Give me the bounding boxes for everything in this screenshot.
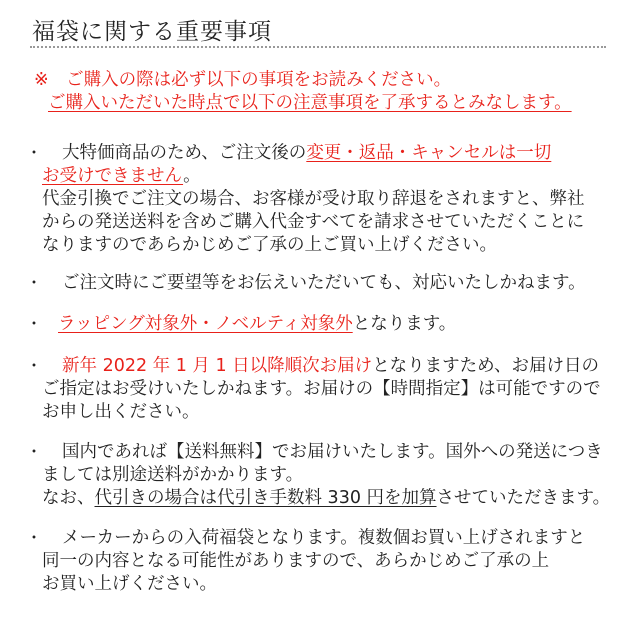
bullet-3: ・	[26, 314, 43, 333]
notice-line-1: ※ ご購入の際は必ず以下の事項をお読みください。	[34, 70, 452, 90]
item-4-highlight: 新年 2022 年 1 月 1 日以降順次お届け	[62, 356, 373, 376]
item-1-warning: 変更・返品・キャンセルは一切	[306, 143, 552, 163]
bullet-6: ・	[26, 528, 43, 547]
item-4-line-2: ご指定はお受けいたしかねます。お届けの【時間指定】は可能ですので	[42, 379, 601, 399]
item-4-line-3: お申し出ください。	[42, 402, 200, 422]
item-1-warning-cont: お受けできません	[42, 166, 184, 186]
item-4-text: となりますため、お届け日の	[372, 356, 599, 376]
bullet-5: ・	[26, 442, 43, 461]
item-5-suffix: させていただきます。	[436, 488, 611, 508]
item-6-line-2: 同一の内容となる可能性がありますので、あらかじめご了承の上	[42, 551, 550, 571]
item-3-highlight: ラッピング対象外・ノベルティ対象外	[58, 314, 353, 334]
item-5-line-2: ましては別途送料がかかります。	[42, 465, 304, 485]
bullet-4: ・	[26, 356, 43, 375]
item-3-line-1	[58, 313, 456, 335]
item-4-line-1	[62, 355, 599, 377]
item-6-line-1: メーカーからの入荷福袋となります。複数個お買い上げされますと	[62, 528, 586, 548]
item-5-prefix: なお、	[42, 488, 95, 508]
item-5-line-3	[42, 487, 610, 509]
item-1-text: 大特価商品のため、ご注文後の	[62, 143, 307, 163]
item-5-line-1: 国内であれば【送料無料】でお届けいたします。国外への発送につき	[62, 442, 603, 462]
item-1-line-4: からの発送送料を含めご購入代金すべてを請求させていただくことに	[42, 212, 585, 232]
page-title: 福袋に関する重要事項	[32, 19, 272, 45]
title-divider	[30, 46, 606, 48]
bullet-2: ・	[26, 273, 43, 292]
item-1-period: 。	[183, 166, 201, 186]
item-1-line-2	[42, 165, 201, 187]
item-1-line-3: 代金引換でご注文の場合、お客様が受け取り辞退をされますと、弊社	[42, 189, 585, 209]
notice-line-2: ご購入いただいた時点で以下の注意事項を了承するとみなします。	[48, 93, 572, 113]
item-1-line-1	[62, 142, 551, 164]
item-2-line-1: ご注文時にご要望等をお伝えいただいても、対応いたしかねます。	[62, 273, 586, 293]
item-6-line-3: お買い上げください。	[42, 574, 217, 594]
bullet-1: ・	[26, 143, 43, 162]
item-5-fee-note: 代引きの場合は代引き手数料 330 円を加算	[94, 488, 437, 508]
item-3-text: となります。	[352, 314, 457, 334]
item-1-line-5: なりますのであらかじめご了承の上ご買い上げください。	[42, 235, 497, 255]
